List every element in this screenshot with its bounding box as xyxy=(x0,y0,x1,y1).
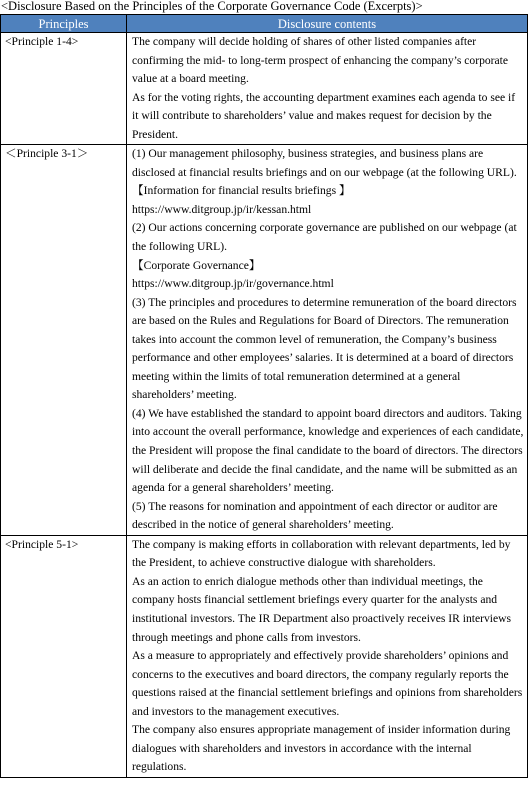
disclosure-table xyxy=(0,14,528,778)
paragraph: The company will decide holding of shares of other listed companies after confirming the mid- to long-term prospect of enhancing the company’s corporate value at a board meeting. xyxy=(132,35,509,86)
table-header-row xyxy=(1,15,528,33)
table-row-principle-3-1 xyxy=(1,145,528,535)
paragraph: (5) The reasons for nomination and appointment of each director or auditor are described in the notice of general shareholders’ meeting. xyxy=(132,499,498,532)
paragraph: The company also ensures appropriate management of insider information during dialogues with shareholders and investors in accordance with the internal regulations. xyxy=(132,723,511,774)
paragraph: The company is making efforts in collaboration with relevant departments, led by the President, to achieve constructive dialogue with shareholders. xyxy=(132,537,511,570)
content-cell xyxy=(127,33,528,145)
principle-cell: <Principle 1-4> xyxy=(1,33,127,145)
url-link[interactable]: https://www.ditgroup.jp/ir/kessan.html xyxy=(132,202,312,216)
document-caption: <Disclosure Based on the Principles of the Corporate Governance Code (Excerpts)> xyxy=(1,0,423,13)
principle-cell: ＜Principle 3-1＞ xyxy=(1,145,127,535)
url-link[interactable]: https://www.ditgroup.jp/ir/governance.html xyxy=(132,277,334,291)
paragraph: (2) Our actions concerning corporate governance are published on our webpage (at the following URL). xyxy=(132,221,517,254)
paragraph: (1) Our management philosophy, business strategies, and business plans are disclosed at financial results briefings and on our webpage (at the following URL). xyxy=(132,147,517,179)
table-row-principle-5-1 xyxy=(1,535,528,777)
paragraph: As a measure to appropriately and effectively provide shareholders’ opinions and concerns to the executives and board directors, the company regularly reports the questions raised at the financial settlement briefings and opinions from shareholders and investors to the management executives. xyxy=(132,649,523,718)
paragraph: 【Information for financial results briefings 】 xyxy=(132,184,351,198)
table-row-principle-1-4 xyxy=(1,33,528,145)
paragraph: 【Corporate Governance】 xyxy=(132,258,261,272)
header-disclosure-contents: Disclosure contents xyxy=(127,15,528,33)
paragraph: As an action to enrich dialogue methods other than individual meetings, the company hosts financial settlement briefings every quarter for the analysts and institutional investors. The IR Department also proactively receives IR interviews through meetings and phone calls from investors. xyxy=(132,574,512,644)
principle-cell: <Principle 5-1> xyxy=(1,535,127,777)
content-cell xyxy=(127,145,528,535)
paragraph: (3) The principles and procedures to determine remuneration of the board directors are based on the Rules and Regulations for Board of Directors. The remuneration takes into account the common level of remuneration, the Company’s business performance and other employees’ salaries. It is determined at a board of directors meeting within the limits of total remuneration determined at a general shareholders’ meeting. xyxy=(132,295,517,402)
paragraph: As for the voting rights, the accounting department examines each agenda to see if it will contribute to shareholders’ value and makes request for decision by the President. xyxy=(132,90,516,141)
header-principles: Principles xyxy=(1,15,127,33)
content-cell xyxy=(127,535,528,777)
paragraph: (4) We have established the standard to appoint board directors and auditors. Taking into account the overall performance, knowledge and experiences of each candidate, the President will propose the final candidate to the board of directors. The directors will deliberate and decide the final candidate, and the name will be submitted as an agenda for a general shareholders’ meeting. xyxy=(132,406,524,495)
